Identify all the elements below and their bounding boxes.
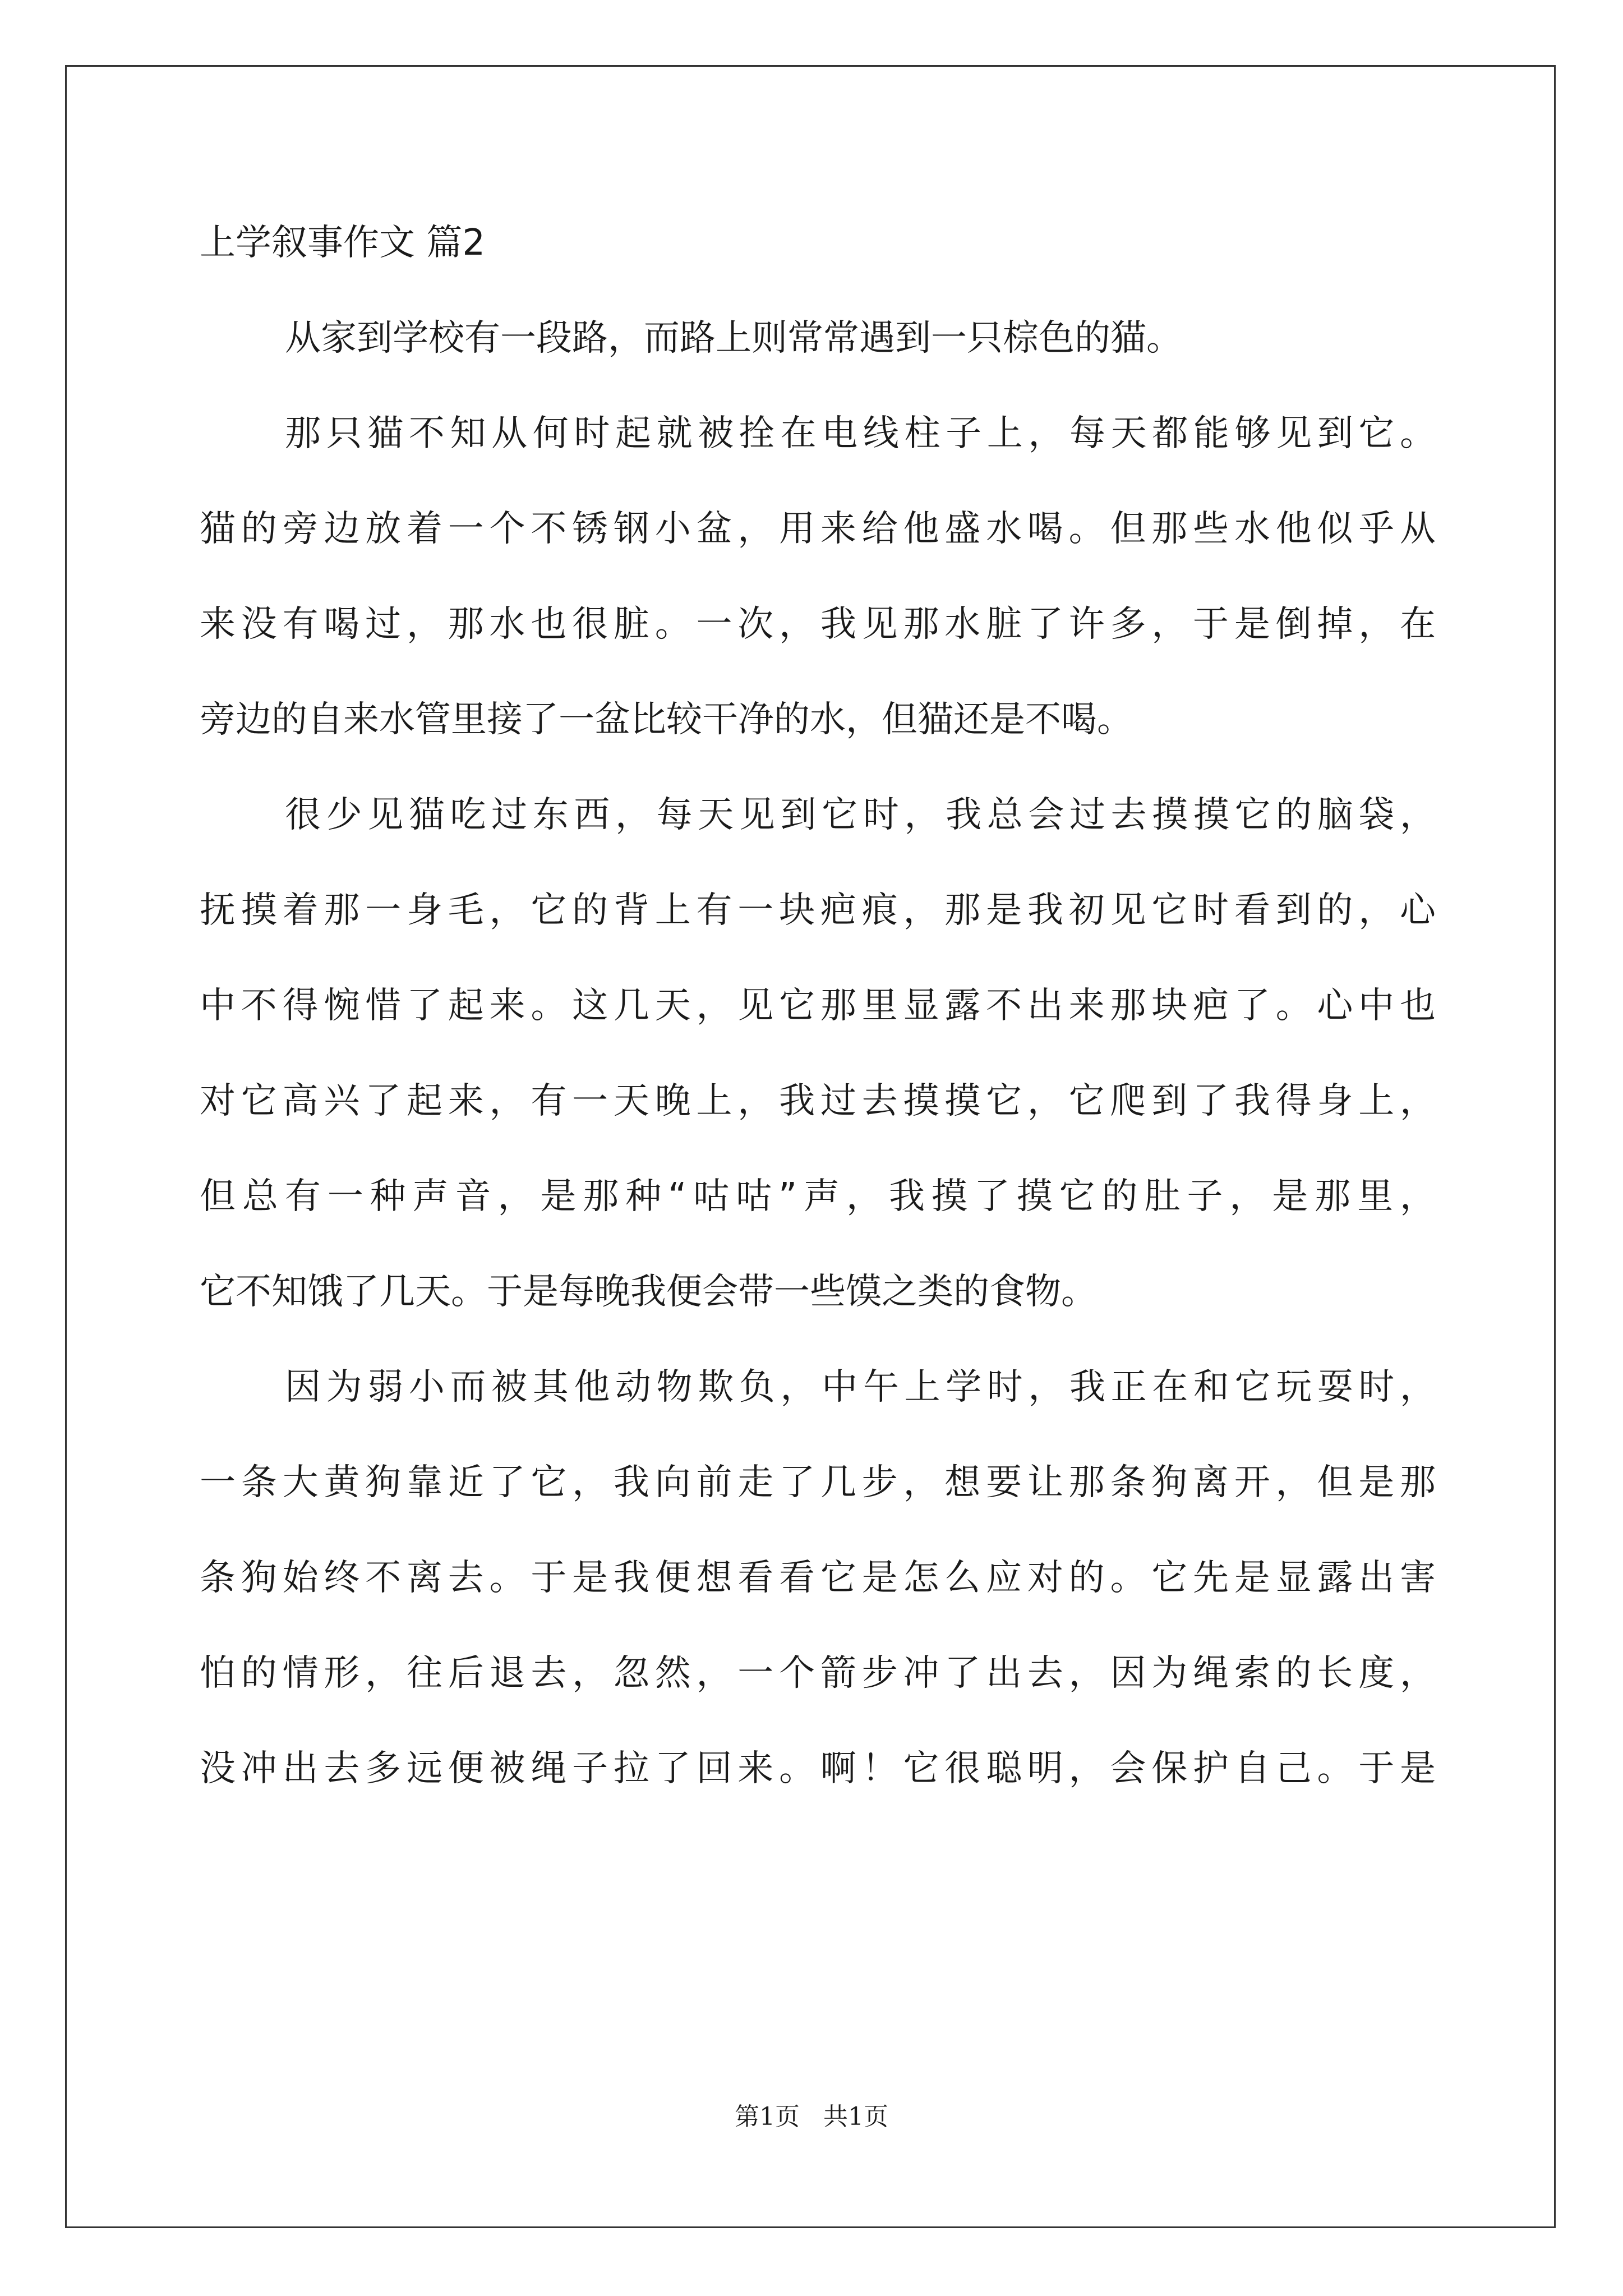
text-line: 对它高兴了起来，有一天晚上，我过去摸摸它，它爬到了我得身上， (200, 1080, 1436, 1122)
text-line: 来没有喝过，那水也很脏。一次，我见那水脏了许多，于是倒掉，在 (200, 604, 1436, 645)
text-line: 怕的情形，往后退去，忽然，一个箭步冲了出去，因为绳索的长度， (200, 1653, 1436, 1694)
text-line: 条狗始终不离去。于是我便想看看它是怎么应对的。它先是显露出害 (200, 1557, 1436, 1599)
page-footer: 第1页 共1页 (735, 2102, 888, 2131)
text-line: 没冲出去多远便被绳子拉了回来。啊！它很聪明，会保护自己。于是 (200, 1748, 1436, 1789)
text-line: 但总有一种声音，是那种“咕咕”声，我摸了摸它的肚子，是那里， (200, 1176, 1436, 1217)
text-line: 一条大黄狗靠近了它，我向前走了几步，想要让那条狗离开，但是那 (200, 1462, 1436, 1503)
text-line: 那只猫不知从何时起就被拴在电线柱子上，每天都能够见到它。 (285, 413, 1436, 454)
text-line: 因为弱小而被其他动物欺负，中午上学时，我正在和它玩耍时， (285, 1366, 1436, 1408)
text-line: 它不知饿了几天。于是每晚我便会带一些馍之类的食物。 (200, 1271, 1097, 1313)
paragraph-lines (200, 317, 1436, 1790)
text-line: 很少见猫吃过东西，每天见到它时，我总会过去摸摸它的脑袋， (285, 794, 1436, 836)
text-line: 猫的旁边放着一个不锈钢小盆，用来给他盛水喝。但那些水他似乎从 (200, 508, 1436, 550)
text-line: 抚摸着那一身毛，它的背上有一块疤痕，那是我初见它时看到的，心 (200, 890, 1436, 931)
text-line: 从家到学校有一段路，而路上则常常遇到一只棕色的猫。 (285, 318, 1182, 359)
text-line: 中不得惋惜了起来。这几天，见它那里显露不出来那块疤了。心中也 (200, 985, 1436, 1027)
text-line: 旁边的自来水管里接了一盆比较干净的水，但猫还是不喝。 (200, 699, 1133, 740)
document-body (200, 222, 1436, 1843)
document-title: 上学叙事作文 篇2 (200, 222, 486, 264)
